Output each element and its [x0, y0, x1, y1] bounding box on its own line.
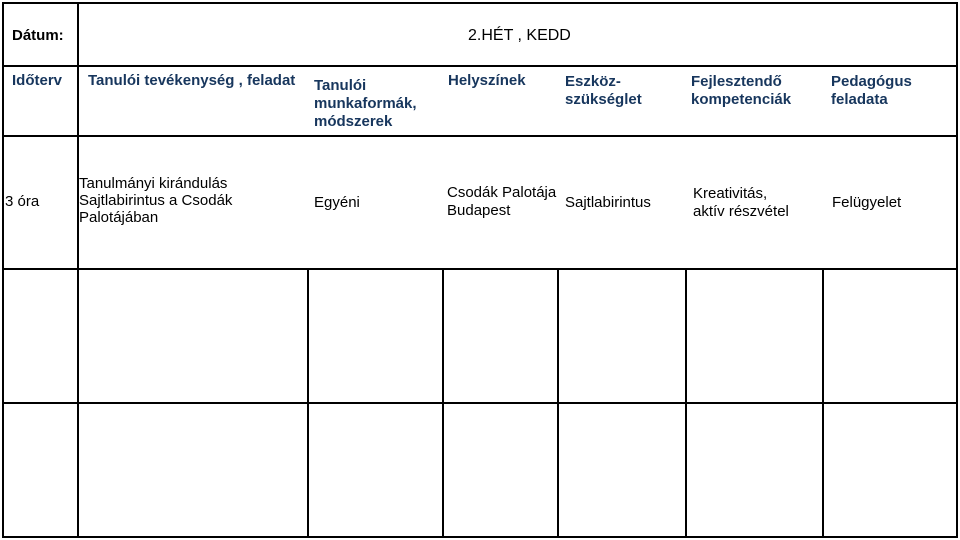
header-tools: Eszköz- szükséglet — [565, 73, 642, 108]
date-label: Dátum: — [12, 27, 64, 44]
header-method: Tanulói munkaformák, módszerek — [314, 77, 417, 130]
table-divider — [2, 268, 958, 270]
header-time: Időterv — [12, 72, 63, 89]
table-border-left — [2, 2, 4, 538]
cell-teacher-task: Felügyelet — [832, 194, 902, 211]
column-divider — [822, 268, 824, 538]
column-divider — [685, 268, 687, 538]
table-divider — [2, 402, 958, 404]
table-border-right — [956, 2, 958, 538]
cell-time: 3 óra — [5, 193, 40, 210]
column-divider — [442, 268, 444, 538]
table-border-bottom — [2, 536, 958, 538]
header-competencies: Fejlesztendő kompetenciák — [691, 73, 792, 108]
table-divider — [2, 135, 958, 137]
cell-competencies: Kreativitás, aktív részvétel — [693, 185, 789, 220]
header-activity: Tanulói tevékenység , feladat — [88, 72, 296, 89]
day-title: 2.HÉT , KEDD — [468, 27, 571, 44]
table-divider — [2, 65, 958, 67]
header-teacher-task: Pedagógus feladata — [831, 73, 912, 108]
column-divider — [557, 268, 559, 538]
table-border-top — [2, 2, 958, 4]
cell-activity: Tanulmányi kirándulás Sajtlabirintus a Csodák Palotájában — [79, 175, 233, 226]
column-divider — [77, 2, 79, 538]
cell-location: Csodák Palotája Budapest — [447, 184, 557, 219]
header-location: Helyszínek — [448, 72, 526, 89]
lesson-plan-table — [2, 2, 958, 538]
cell-method: Egyéni — [314, 194, 360, 211]
column-divider — [307, 268, 309, 538]
cell-tools: Sajtlabirintus — [565, 194, 651, 211]
